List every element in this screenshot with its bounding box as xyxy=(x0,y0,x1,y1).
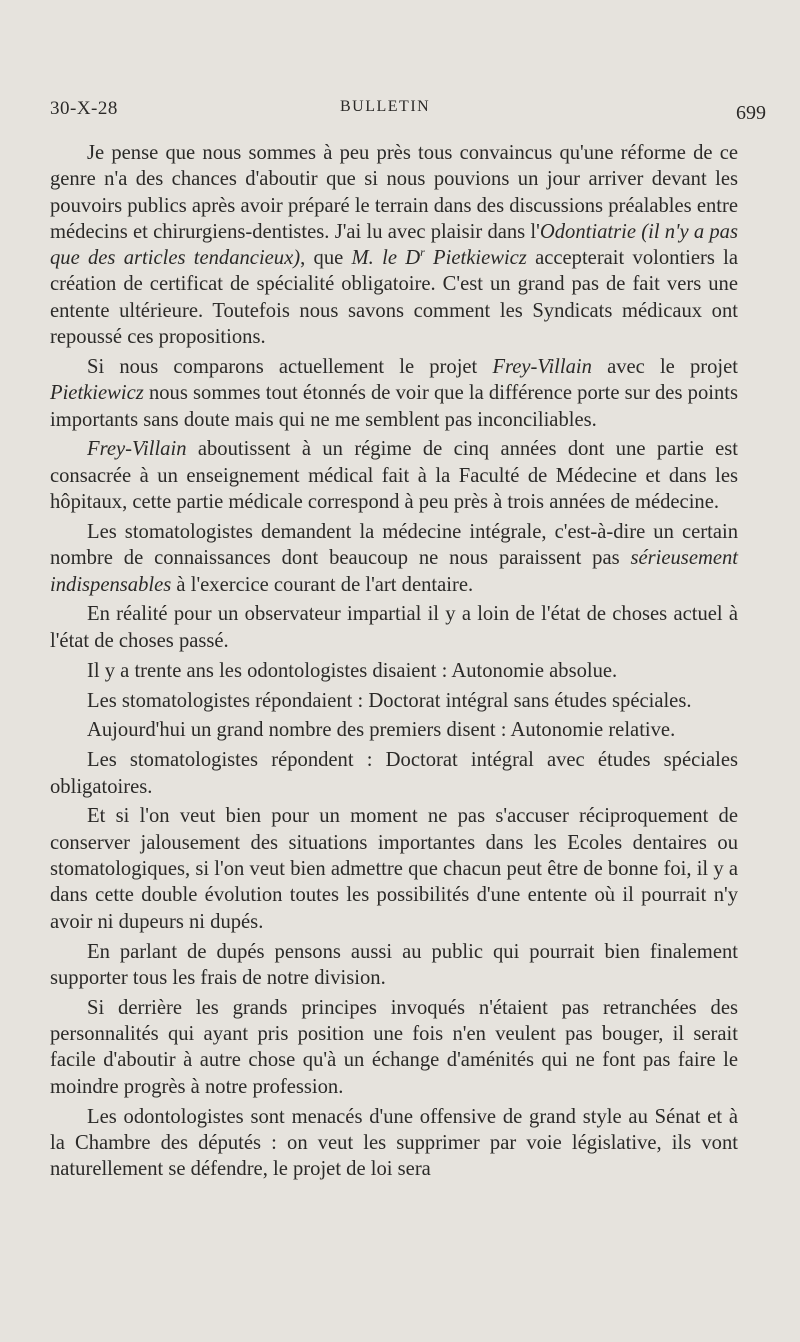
text-span: à l'exercice courant de l'art dentaire. xyxy=(171,573,474,596)
text-span: Si nous comparons actuellement le projet xyxy=(87,355,493,378)
running-header xyxy=(50,94,766,134)
paragraph xyxy=(50,995,738,1100)
italic-text: r xyxy=(420,245,425,260)
text-span: Si derrière les grands principes invoqués n'étaient pas retranchées des personnalités qui ayant pris position une fois n'en veulent pas bouger, il serait facile d'aboutir à autre chose qu'à un échange d'aménités qui ne font pas faire le moindre progrès à notre profession. xyxy=(50,996,738,1098)
text-span: , que xyxy=(300,247,352,270)
text-span: nous sommes tout étonnés de voir que la différence porte sur des points importants sans doute mais qui ne me semblent pas inconciliables. xyxy=(50,382,738,431)
text-span: Je pense que nous sommes à peu près tous convaincus qu'une réforme de ce genre n'a des chances d'aboutir que si nous pouvions un jour arriver devant les pouvoirs publics après avoir préparé le terrain dans des discussions préalables entre médecins et chirurgiens-dentistes. J'ai lu avec plaisir dans l' xyxy=(50,142,738,243)
text-span: En réalité pour un observateur impartial il y a loin de l'état de choses actuel à l'état de choses passé. xyxy=(50,603,738,652)
paragraph xyxy=(50,717,738,743)
paragraph xyxy=(50,688,738,714)
italic-text: M. le D xyxy=(351,247,421,270)
page-number: 699 xyxy=(736,102,766,124)
text-span: accepterait volontiers la création de certificat de spécialité obligatoire. C'est un grand pas de fait vers une entente ultérieure. Toutefois nous savons comment les Syndicats médicaux ont repoussé ces propositions. xyxy=(50,247,739,349)
italic-text: Frey-Villain xyxy=(492,355,592,378)
text-span xyxy=(425,247,433,269)
italic-text: Pietkiewicz xyxy=(433,247,527,270)
italic-text: Frey-Villain xyxy=(87,438,187,461)
header-date: 30-X-28 xyxy=(50,98,118,119)
paragraph xyxy=(50,519,738,598)
paragraph xyxy=(50,939,738,992)
body-text xyxy=(50,140,738,1186)
paragraph xyxy=(50,747,738,800)
italic-text: Odontiatrie xyxy=(539,220,636,243)
text-span: Il y a trente ans les odontologistes disaient : Autonomie absolue. xyxy=(87,659,618,682)
paragraph xyxy=(50,803,738,934)
paragraph xyxy=(50,436,738,515)
header-title: BULLETIN xyxy=(340,98,431,115)
text-span: Les stomatologistes répondaient : Doctorat intégral sans études spéciales. xyxy=(87,689,692,712)
text-span: Les odontologistes sont menacés d'une offensive de grand style au Sénat et à la Chambre des députés : on veut les supprimer par voie législative, ils vont naturellement se défendre, le projet de loi sera xyxy=(50,1105,738,1181)
text-span: Et si l'on veut bien pour un moment ne pas s'accuser réciproquement de conserver jalousement des situations importantes dans les Ecoles dentaires ou stomatologiques, si l'on veut bien admettre que chacun peut être de bonne foi, il y a dans cette double évolution toutes les possibilités d'une entente où il pourrait n'y avoir ni dupeurs ni dupés. xyxy=(50,805,738,933)
italic-text: sérieusement indispensables xyxy=(50,547,738,596)
paragraph xyxy=(50,1104,738,1183)
paragraph xyxy=(50,658,738,684)
text-span: Aujourd'hui un grand nombre des premiers disent : Autonomie relative. xyxy=(87,719,676,742)
paragraph xyxy=(50,354,738,433)
text-span: aboutissent à un régime de cinq années dont une partie est consacrée à un enseignement médical fait à la Faculté de Médecine et dans les hôpitaux, cette partie médicale correspond à peu près à trois années de médecine. xyxy=(50,438,738,514)
text-span: Les stomatologistes demandent la médecine intégrale, c'est-à-dire un certain nombre de connaissances dont beaucoup ne nous paraissent pas xyxy=(50,520,738,570)
paragraph xyxy=(50,140,738,350)
italic-text: Pietkiewicz xyxy=(50,382,144,405)
text-span: En parlant de dupés pensons aussi au public qui pourrait bien finalement supporter tous les frais de notre division. xyxy=(50,940,738,989)
text-span: Les stomatologistes répondent : Doctorat intégral avec études spéciales obligatoires. xyxy=(50,749,738,798)
text-span: avec le projet xyxy=(591,355,738,378)
italic-text: (il n'y a pas que des articles tendancieux) xyxy=(50,220,738,270)
paragraph xyxy=(50,601,738,654)
